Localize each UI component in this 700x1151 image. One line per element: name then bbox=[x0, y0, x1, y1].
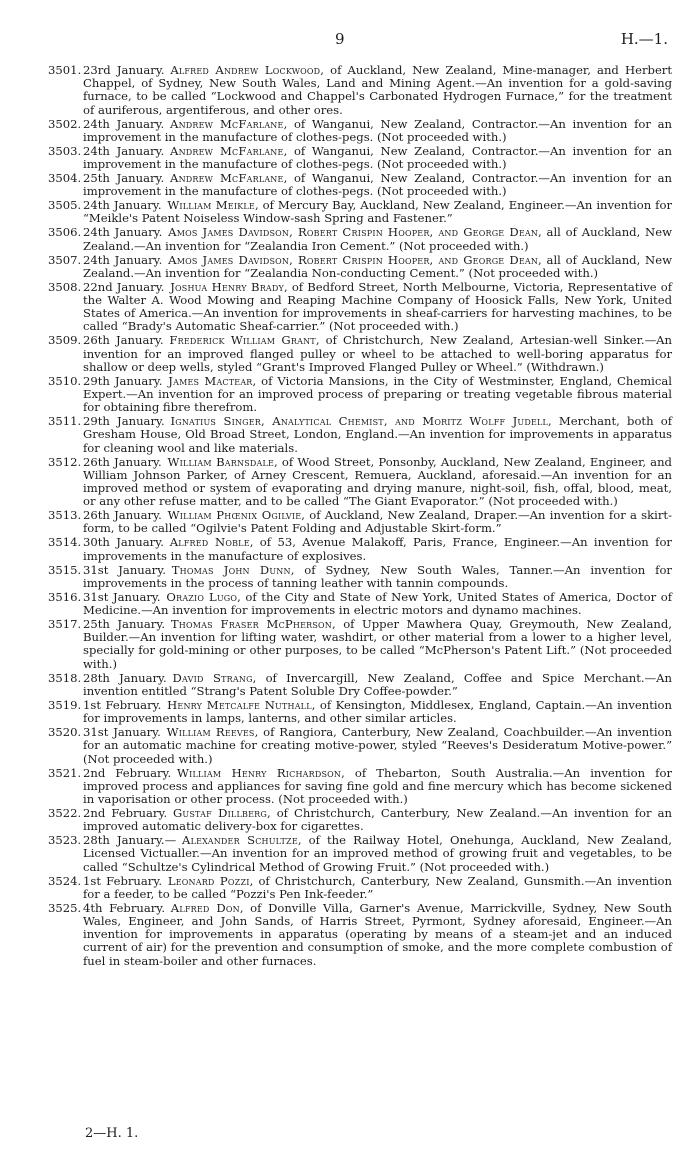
page-number: 9 bbox=[335, 30, 345, 48]
entry-description: , of Donville Villa, Garner's Avenue, Marrickville, Sydney, New South Wales, Engineer, and John Sands, of Harris Street, Pyrmont, Sydney aforesaid, Engineer.—An invention for improvements in apparatus (operating by means of a steam-jet and an induced current of air) for the prevention and consumption of smoke, and the more complete combustion of fuel in steam-boiler and other furnaces. bbox=[83, 900, 672, 968]
entry-description: , Merchant, both of Gresham House, Old Broad Street, London, England.—An invention for improvements in apparatus for cleaning wool and like materials. bbox=[83, 414, 672, 455]
entry-applicant-names: James Mactear bbox=[168, 373, 253, 388]
entry-number: 3503. bbox=[48, 143, 82, 158]
patent-entry bbox=[48, 172, 672, 198]
entry-date: 26th January. bbox=[83, 508, 162, 523]
entry-applicant-names: William Meikle bbox=[167, 198, 255, 213]
entry-description: , of Bedford Street, North Melbourne, Victoria, Representative of the Walter A. Wood Mowing and Reaping Machine Company of Hoosick Falls, New York, United States of America.—An invention for improvements in sheaf-carriers for harvesting machines, to be called “Brady's Automatic Sheaf-carrier.” (Not proceeded with.) bbox=[83, 279, 673, 334]
entry-number: 3513. bbox=[48, 508, 82, 523]
entry-description: , of Mercury Bay, Auckland, New Zealand, Engineer.—An invention for “Meikle's Patent Noiseless Window-sash Spring and Fastener.” bbox=[83, 198, 672, 226]
entry-number: 3511. bbox=[48, 414, 82, 429]
entry-description: , of Victoria Mansions, in the City of Westminster, England, Chemical Expert.—An invention for an improved process of preparing or treating vegetable fibrous material for obtaining fibre therefrom. bbox=[83, 373, 672, 415]
entry-number: 3524. bbox=[48, 873, 82, 888]
entry-number: 3512. bbox=[48, 454, 82, 469]
entry-number: 3508. bbox=[48, 279, 82, 294]
entry-applicant-names: Orazio Lugo bbox=[166, 589, 238, 604]
entry-description: , of Wanganui, New Zealand, Contractor.—An invention for an improvement in the manufacture of clothes-pegs. (Not proceeded with.) bbox=[83, 116, 672, 144]
entry-description: , of Wood Street, Ponsonby, Auckland, New Zealand, Engineer, and William Johnson Parker, of Arney Crescent, Remuera, Auckland, aforesaid.—An invention for an improved method or system of evaporating and drying manure, night-soil, fish, offal, blood, meat, or any other refuse matter, and to be called “The Giant Evaporator.” (Not proceeded with.) bbox=[83, 454, 672, 509]
patent-entry bbox=[48, 456, 672, 509]
entry-number: 3522. bbox=[48, 805, 82, 820]
entry-applicant-names: Frederick William Grant bbox=[169, 333, 316, 348]
entry-date: 24th January. bbox=[83, 225, 163, 240]
patent-entry bbox=[48, 902, 672, 968]
patent-entry bbox=[48, 672, 672, 698]
patent-entry bbox=[48, 64, 672, 117]
entry-date: 24th January. bbox=[83, 116, 165, 131]
entry-date: 29th January. bbox=[83, 373, 163, 388]
entry-number: 3507. bbox=[48, 252, 82, 267]
entry-applicant-names: Andrew McFarlane bbox=[170, 171, 284, 186]
entry-applicant-names: William Barnsdale bbox=[167, 454, 275, 469]
entry-date: 28th January.— bbox=[83, 833, 177, 848]
entry-date: 2nd February. bbox=[83, 805, 168, 820]
entry-date: 28th January. bbox=[83, 670, 167, 685]
entry-applicant-names: Gustaf Dillberg bbox=[172, 805, 267, 820]
entry-date: 4th February. bbox=[83, 900, 165, 915]
entry-description: , of the Railway Hotel, Onehunga, Auckland, New Zealand, Licensed Victualler.—An invention for an improved method of growing fruit and vegetables, to be called “Schultze's Cylindrical Method of Growing Fruit.” (Not proceeded with.) bbox=[83, 833, 672, 874]
entry-applicant-names: Alfred Don bbox=[170, 900, 240, 915]
entry-applicant-names: Joshua Henry Brady bbox=[170, 279, 285, 294]
entry-number: 3517. bbox=[48, 617, 82, 632]
entry-applicant-names: David Strang bbox=[172, 670, 253, 685]
entry-description: , all of Auckland, New Zealand.—An invention for “Zealandia Non-conducting Cement.” (Not proceeded with.) bbox=[83, 252, 672, 280]
patent-entry bbox=[48, 726, 672, 766]
entry-date: 25th January. bbox=[83, 617, 166, 632]
entry-date: 1st February. bbox=[83, 697, 162, 712]
entry-applicant-names: William Reeves bbox=[166, 725, 255, 740]
entry-applicant-names: Ignatius Singer, Analytical Chemist, and Moritz Wolff Judell bbox=[170, 414, 549, 429]
entry-description: , of Auckland, New Zealand, Mine-manager, and Herbert Chappel, of Sydney, New South Wales, Land and Mining Agent.—An invention for a gold-saving furnace, to be called “Lockwood and Chappel's Carbonated Hydrogen Furnace,” for the treatment of auriferous, argentiferous, and other ores. bbox=[83, 63, 673, 117]
entry-description: , of Thebarton, South Australia.—An invention for improved process and appliances for saving fine gold and fine mercury which has become sickened in vaporisation or other process. (Not proceeded with.) bbox=[83, 765, 672, 806]
patent-entry bbox=[48, 199, 672, 225]
entry-date: 23rd January. bbox=[83, 63, 165, 77]
patent-entry bbox=[48, 281, 672, 334]
patent-entry bbox=[48, 509, 672, 535]
patent-entry bbox=[48, 375, 672, 415]
entry-date: 31st January. bbox=[83, 562, 166, 577]
entry-number: 3525. bbox=[48, 900, 82, 915]
entry-applicant-names: Alexander Schultze bbox=[182, 833, 298, 848]
patent-entry bbox=[48, 875, 672, 901]
entry-description: , of Invercargill, New Zealand, Coffee and Spice Merchant.—An invention entitled “Strang's Patent Soluble Dry Coffee-powder.” bbox=[83, 670, 672, 698]
entry-date: 1st February. bbox=[83, 873, 163, 888]
entry-applicant-names: Alfred Noble bbox=[169, 535, 250, 550]
entry-applicant-names: Thomas Fraser McPherson bbox=[170, 617, 333, 632]
patent-entry-list bbox=[48, 64, 672, 969]
patent-entry bbox=[48, 145, 672, 171]
patent-entry bbox=[48, 807, 672, 833]
entry-description: , of Rangiora, Canterbury, New Zealand, Coachbuilder.—An invention for an automatic machine for creating motive-power, styled “Reeves's Desideratum Motive-power.” (Not proceeded with.) bbox=[83, 725, 672, 766]
entry-number: 3519. bbox=[48, 697, 82, 712]
entry-number: 3506. bbox=[48, 225, 82, 240]
entry-date: 24th January. bbox=[83, 143, 165, 158]
patent-entry bbox=[48, 334, 672, 374]
page-reference: H.—1. bbox=[620, 30, 668, 48]
page-footer-signature: 2—H. 1. bbox=[85, 1126, 139, 1141]
patent-entry bbox=[48, 118, 672, 144]
entry-number: 3514. bbox=[48, 535, 82, 550]
patent-entry bbox=[48, 618, 672, 671]
entry-date: 31st January. bbox=[83, 725, 161, 740]
patent-entry bbox=[48, 254, 672, 280]
entry-applicant-names: Amos James Davidson, Robert Crispin Hooper, and George Dean bbox=[168, 252, 539, 267]
entry-applicant-names: Henry Metcalfe Nuthall bbox=[167, 697, 312, 712]
patent-entry bbox=[48, 564, 672, 590]
entry-description: , of Christchurch, Canterbury, New Zealand, Gunsmith.—An invention for a feeder, to be called “Pozzi's Pen Ink-feeder.” bbox=[83, 873, 673, 901]
entry-number: 3518. bbox=[48, 670, 82, 685]
entry-date: 31st January. bbox=[83, 589, 161, 604]
entry-description: , of Christchurch, Canterbury, New Zealand.—An invention for an improved automatic delivery-box for cigarettes. bbox=[83, 805, 672, 834]
entry-description: , of Kensington, Middlesex, England, Captain.—An invention for improvements in lamps, lanterns, and other similar articles. bbox=[83, 697, 673, 726]
patent-entry bbox=[48, 699, 672, 725]
entry-date: 26th January. bbox=[83, 333, 164, 348]
entry-applicant-names: William Henry Richardson bbox=[177, 765, 342, 780]
entry-number: 3520. bbox=[48, 725, 82, 740]
entry-number: 3502. bbox=[48, 116, 82, 131]
entry-description: , of the City and State of New York, United States of America, Doctor of Medicine.—An invention for improvements in electric motors and dynamo machines. bbox=[83, 589, 672, 618]
entry-description: , of Christchurch, New Zealand, Artesian-well Sinker.—An invention for an improved flanged pulley or wheel to be attached to well-boring apparatus for shallow or deep wells, styled “Grant's Improved Flanged Pulley or Wheel.” (Withdrawn.) bbox=[83, 333, 672, 374]
entry-description: , of Sydney, New South Wales, Tanner.—An invention for improvements in the process of tanning leather with tannin compounds. bbox=[83, 562, 672, 590]
entry-number: 3516. bbox=[48, 589, 82, 604]
patent-entry bbox=[48, 591, 672, 617]
entry-date: 30th January. bbox=[83, 535, 164, 550]
entry-date: 24th January. bbox=[83, 252, 163, 267]
entry-description: , of Upper Mawhera Quay, Greymouth, New Zealand, Builder.—An invention for lifting water, washdirt, or other material from a lower to a higher level, specially for gold-mining or other purposes, to be called “McPherson's Patent Lift.” (Not proceeded with.) bbox=[83, 617, 672, 671]
entry-number: 3515. bbox=[48, 562, 82, 577]
entry-applicant-names: Amos James Davidson, Robert Crispin Hooper, and George Dean bbox=[168, 225, 539, 240]
entry-description: , of 53, Avenue Malakoff, Paris, France, Engineer.—An invention for improvements in the manufacture of explosives. bbox=[83, 535, 672, 563]
entry-number: 3504. bbox=[48, 171, 82, 186]
entry-description: , of Auckland, New Zealand, Draper.—An invention for a skirt-form, to be called “Ogilvie's Patent Folding and Adjustable Skirt-form.” bbox=[83, 508, 672, 536]
entry-date: 26th January. bbox=[83, 454, 162, 469]
entry-date: 25th January. bbox=[83, 171, 165, 186]
entry-applicant-names: Thomas John Dunn bbox=[171, 562, 291, 577]
entry-applicant-names: Alfred Andrew Lockwood bbox=[170, 63, 321, 77]
entry-date: 24th January. bbox=[83, 198, 162, 213]
entry-number: 3523. bbox=[48, 833, 82, 848]
entry-description: , all of Auckland, New Zealand.—An invention for “Zealandia Iron Cement.” (Not proceeded with.) bbox=[83, 225, 672, 253]
entry-applicant-names: Andrew McFarlane bbox=[170, 116, 284, 131]
entry-description: , of Wanganui, New Zealand, Contractor.—An invention for an improvement in the manufacture of clothes-pegs. (Not proceeded with.) bbox=[83, 171, 672, 199]
entry-date: 29th January. bbox=[83, 414, 165, 429]
patent-entry bbox=[48, 415, 672, 455]
patent-entry bbox=[48, 536, 672, 562]
entry-number: 3509. bbox=[48, 333, 82, 348]
entry-number: 3505. bbox=[48, 198, 82, 213]
entry-number: 3501. bbox=[48, 63, 82, 77]
patent-entry bbox=[48, 834, 672, 874]
entry-applicant-names: Andrew McFarlane bbox=[170, 143, 284, 158]
entry-date: 22nd January. bbox=[83, 279, 165, 294]
patent-entry bbox=[48, 767, 672, 807]
patent-entry bbox=[48, 226, 672, 252]
entry-applicant-names: William Phœnix Ogilvie bbox=[167, 508, 302, 523]
entry-number: 3510. bbox=[48, 373, 82, 388]
entry-date: 2nd February. bbox=[83, 765, 172, 780]
entry-number: 3521. bbox=[48, 765, 82, 780]
entry-description: , of Wanganui, New Zealand, Contractor.—An invention for an improvement in the manufacture of clothes-pegs. (Not proceeded with.) bbox=[83, 143, 672, 172]
entry-applicant-names: Leonard Pozzi bbox=[167, 873, 250, 888]
